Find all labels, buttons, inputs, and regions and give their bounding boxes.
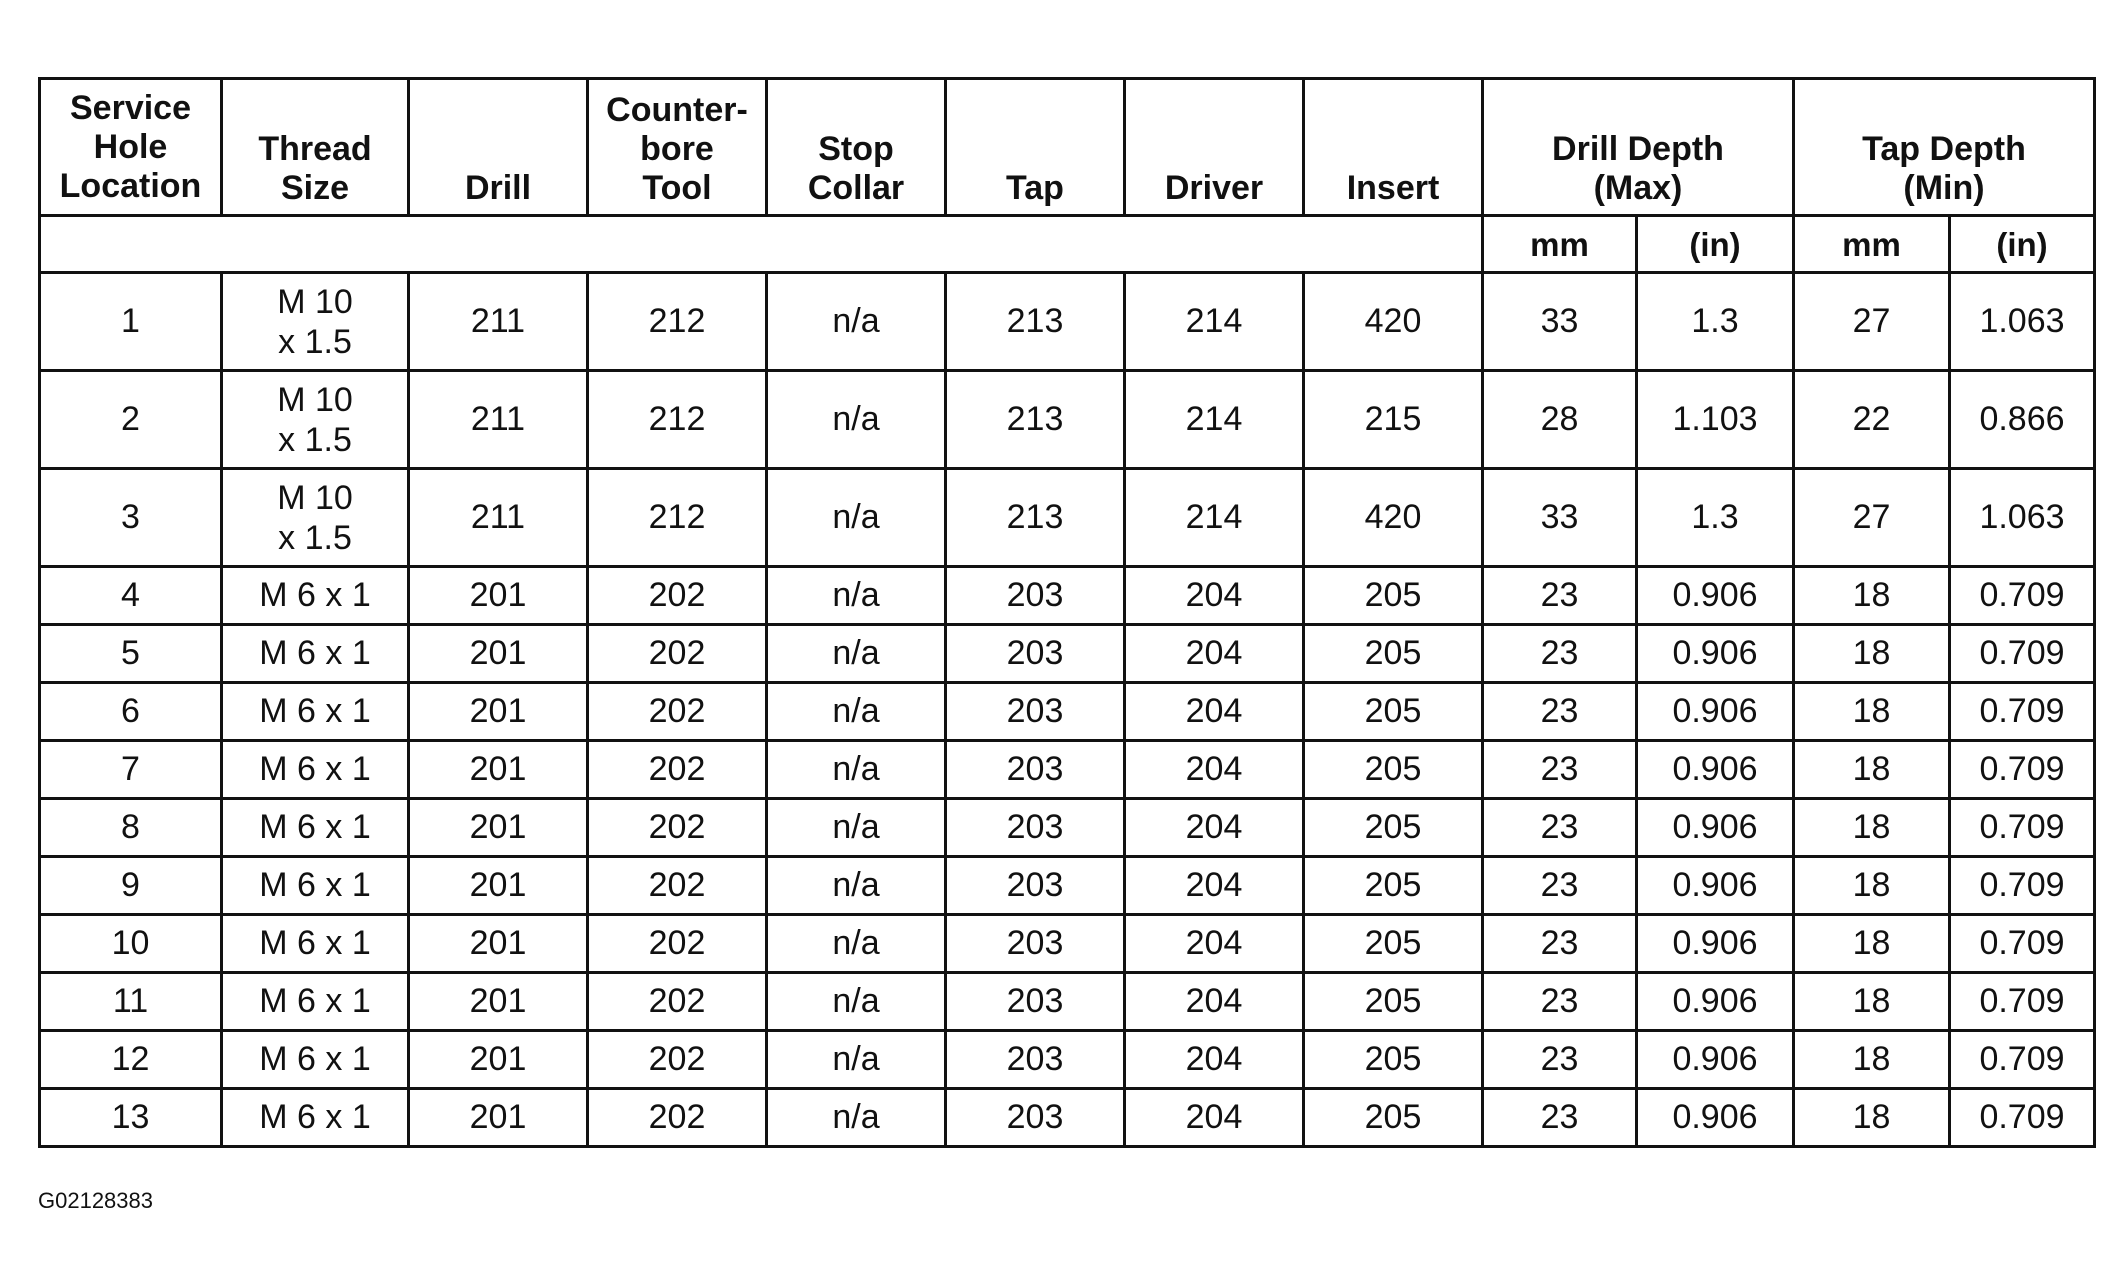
cell-tap: 203 <box>946 857 1125 915</box>
cell-stop-collar: n/a <box>767 973 946 1031</box>
cell-thread-size <box>222 915 409 973</box>
table-row <box>40 857 2095 915</box>
cell-tap-mm: 18 <box>1794 799 1950 857</box>
cell-drill-mm: 23 <box>1483 625 1637 683</box>
cell-stop-collar: n/a <box>767 625 946 683</box>
thread-size-line: M 6 x 1 <box>259 692 371 730</box>
header-row <box>40 79 2095 216</box>
cell-driver: 204 <box>1125 741 1304 799</box>
cell-driver: 214 <box>1125 273 1304 371</box>
cell-location: 13 <box>40 1089 222 1147</box>
cell-tap-in: 1.063 <box>1950 469 2095 567</box>
thread-size-line: x 1.5 <box>278 518 352 557</box>
cell-drill-mm: 23 <box>1483 741 1637 799</box>
cell-thread-size <box>222 683 409 741</box>
cell-tap-in: 0.709 <box>1950 683 2095 741</box>
header-thread-size: Thread Size <box>222 79 409 216</box>
units-row-spacer <box>40 216 1483 273</box>
cell-tap: 203 <box>946 973 1125 1031</box>
cell-thread-size <box>222 469 409 567</box>
cell-drill-in: 0.906 <box>1637 625 1794 683</box>
cell-tap-in: 0.709 <box>1950 1031 2095 1089</box>
cell-tap-mm: 18 <box>1794 857 1950 915</box>
cell-insert: 215 <box>1304 371 1483 469</box>
cell-location: 2 <box>40 371 222 469</box>
cell-insert: 205 <box>1304 973 1483 1031</box>
cell-tap-mm: 18 <box>1794 625 1950 683</box>
cell-driver: 204 <box>1125 1089 1304 1147</box>
cell-drill: 201 <box>409 683 588 741</box>
cell-drill-in: 1.3 <box>1637 273 1794 371</box>
cell-tap: 203 <box>946 915 1125 973</box>
cell-tap: 203 <box>946 625 1125 683</box>
cell-counterbore: 212 <box>588 273 767 371</box>
thread-size-line: M 6 x 1 <box>259 924 371 962</box>
cell-counterbore: 212 <box>588 371 767 469</box>
cell-drill: 201 <box>409 915 588 973</box>
cell-stop-collar: n/a <box>767 799 946 857</box>
cell-stop-collar: n/a <box>767 857 946 915</box>
cell-drill-mm: 23 <box>1483 1089 1637 1147</box>
cell-drill-in: 1.3 <box>1637 469 1794 567</box>
cell-stop-collar: n/a <box>767 469 946 567</box>
cell-tap-in: 0.709 <box>1950 799 2095 857</box>
cell-drill: 201 <box>409 567 588 625</box>
cell-tap: 203 <box>946 567 1125 625</box>
cell-stop-collar: n/a <box>767 371 946 469</box>
cell-stop-collar: n/a <box>767 273 946 371</box>
cell-counterbore: 202 <box>588 1089 767 1147</box>
unit-tap-mm: mm <box>1794 216 1950 273</box>
table-row <box>40 273 2095 371</box>
cell-drill: 211 <box>409 371 588 469</box>
cell-drill: 201 <box>409 1089 588 1147</box>
cell-insert: 205 <box>1304 915 1483 973</box>
cell-tap-mm: 27 <box>1794 469 1950 567</box>
cell-tap-in: 0.709 <box>1950 567 2095 625</box>
cell-drill: 201 <box>409 741 588 799</box>
cell-thread-size <box>222 973 409 1031</box>
cell-tap-in: 0.866 <box>1950 371 2095 469</box>
cell-drill-mm: 23 <box>1483 915 1637 973</box>
thread-size-line: M 6 x 1 <box>259 750 371 788</box>
cell-location: 8 <box>40 799 222 857</box>
header-driver: Driver <box>1125 79 1304 216</box>
cell-drill-in: 0.906 <box>1637 1031 1794 1089</box>
cell-thread-size <box>222 273 409 371</box>
cell-tap-in: 1.063 <box>1950 273 2095 371</box>
header-insert: Insert <box>1304 79 1483 216</box>
cell-location: 6 <box>40 683 222 741</box>
cell-drill-in: 1.103 <box>1637 371 1794 469</box>
cell-drill-in: 0.906 <box>1637 799 1794 857</box>
cell-location: 5 <box>40 625 222 683</box>
table-row <box>40 567 2095 625</box>
cell-tap: 203 <box>946 683 1125 741</box>
cell-driver: 204 <box>1125 1031 1304 1089</box>
cell-location: 3 <box>40 469 222 567</box>
unit-drill-in: (in) <box>1637 216 1794 273</box>
cell-driver: 204 <box>1125 857 1304 915</box>
cell-drill: 201 <box>409 1031 588 1089</box>
thread-size-line: M 6 x 1 <box>259 634 371 672</box>
cell-tap-mm: 18 <box>1794 683 1950 741</box>
cell-thread-size <box>222 625 409 683</box>
header-drill-depth: Drill Depth (Max) <box>1483 79 1794 216</box>
cell-insert: 420 <box>1304 469 1483 567</box>
cell-driver: 204 <box>1125 683 1304 741</box>
cell-tap: 203 <box>946 1089 1125 1147</box>
cell-stop-collar: n/a <box>767 1089 946 1147</box>
cell-tap-mm: 22 <box>1794 371 1950 469</box>
thread-size-line: x 1.5 <box>278 420 352 459</box>
cell-counterbore: 202 <box>588 857 767 915</box>
header-tap: Tap <box>946 79 1125 216</box>
cell-insert: 205 <box>1304 1031 1483 1089</box>
cell-tap: 203 <box>946 799 1125 857</box>
thread-size-line: M 6 x 1 <box>259 576 371 614</box>
cell-tap-in: 0.709 <box>1950 973 2095 1031</box>
thread-size-line: M 6 x 1 <box>259 808 371 846</box>
thread-size-line: M 10 <box>277 478 353 517</box>
table-row <box>40 799 2095 857</box>
cell-location: 7 <box>40 741 222 799</box>
cell-driver: 214 <box>1125 469 1304 567</box>
cell-insert: 205 <box>1304 1089 1483 1147</box>
cell-counterbore: 212 <box>588 469 767 567</box>
cell-drill-in: 0.906 <box>1637 973 1794 1031</box>
cell-driver: 204 <box>1125 973 1304 1031</box>
cell-location: 11 <box>40 973 222 1031</box>
service-tool-table-wrapper <box>38 77 2093 1148</box>
thread-size-line: M 6 x 1 <box>259 866 371 904</box>
cell-thread-size <box>222 1089 409 1147</box>
table-row <box>40 683 2095 741</box>
cell-drill-in: 0.906 <box>1637 915 1794 973</box>
table-row <box>40 1031 2095 1089</box>
cell-drill: 211 <box>409 469 588 567</box>
cell-insert: 205 <box>1304 857 1483 915</box>
cell-location: 9 <box>40 857 222 915</box>
cell-location: 10 <box>40 915 222 973</box>
cell-tap: 203 <box>946 1031 1125 1089</box>
header-drill: Drill <box>409 79 588 216</box>
cell-tap-in: 0.709 <box>1950 625 2095 683</box>
cell-drill-in: 0.906 <box>1637 683 1794 741</box>
cell-stop-collar: n/a <box>767 567 946 625</box>
cell-drill: 201 <box>409 625 588 683</box>
cell-drill-in: 0.906 <box>1637 741 1794 799</box>
cell-driver: 204 <box>1125 799 1304 857</box>
table-row <box>40 1089 2095 1147</box>
cell-tap-mm: 18 <box>1794 741 1950 799</box>
cell-tap-mm: 18 <box>1794 915 1950 973</box>
thread-size-line: M 10 <box>277 282 353 321</box>
cell-drill-in: 0.906 <box>1637 567 1794 625</box>
cell-insert: 205 <box>1304 799 1483 857</box>
header-tap-depth: Tap Depth (Min) <box>1794 79 2095 216</box>
cell-stop-collar: n/a <box>767 1031 946 1089</box>
cell-drill-mm: 28 <box>1483 371 1637 469</box>
unit-tap-in: (in) <box>1950 216 2095 273</box>
cell-counterbore: 202 <box>588 567 767 625</box>
table-body <box>40 273 2095 1147</box>
cell-driver: 214 <box>1125 371 1304 469</box>
table-row <box>40 371 2095 469</box>
cell-tap-in: 0.709 <box>1950 857 2095 915</box>
cell-drill-mm: 23 <box>1483 857 1637 915</box>
cell-insert: 420 <box>1304 273 1483 371</box>
cell-insert: 205 <box>1304 567 1483 625</box>
header-service-hole-location: Service Hole Location <box>40 79 222 216</box>
cell-stop-collar: n/a <box>767 915 946 973</box>
cell-counterbore: 202 <box>588 799 767 857</box>
cell-insert: 205 <box>1304 625 1483 683</box>
thread-size-line: x 1.5 <box>278 322 352 361</box>
cell-drill-mm: 23 <box>1483 799 1637 857</box>
table-row <box>40 625 2095 683</box>
cell-insert: 205 <box>1304 741 1483 799</box>
cell-location: 1 <box>40 273 222 371</box>
figure-id: G02128383 <box>38 1188 153 1213</box>
cell-drill-mm: 23 <box>1483 1031 1637 1089</box>
cell-tap-mm: 27 <box>1794 273 1950 371</box>
cell-counterbore: 202 <box>588 915 767 973</box>
cell-tap-in: 0.709 <box>1950 915 2095 973</box>
cell-driver: 204 <box>1125 915 1304 973</box>
cell-drill: 201 <box>409 973 588 1031</box>
table-row <box>40 915 2095 973</box>
cell-tap-mm: 18 <box>1794 973 1950 1031</box>
cell-drill-mm: 23 <box>1483 683 1637 741</box>
cell-drill-in: 0.906 <box>1637 857 1794 915</box>
cell-tap-mm: 18 <box>1794 1031 1950 1089</box>
cell-counterbore: 202 <box>588 625 767 683</box>
cell-tap: 213 <box>946 371 1125 469</box>
cell-location: 4 <box>40 567 222 625</box>
cell-drill-mm: 23 <box>1483 973 1637 1031</box>
cell-tap-in: 0.709 <box>1950 1089 2095 1147</box>
cell-tap: 203 <box>946 741 1125 799</box>
units-row <box>40 216 2095 273</box>
cell-thread-size <box>222 1031 409 1089</box>
table-row <box>40 469 2095 567</box>
thread-size-line: M 10 <box>277 380 353 419</box>
cell-insert: 205 <box>1304 683 1483 741</box>
thread-size-line: M 6 x 1 <box>259 982 371 1020</box>
cell-drill: 201 <box>409 857 588 915</box>
service-tool-table <box>38 77 2096 1148</box>
table-row <box>40 741 2095 799</box>
cell-stop-collar: n/a <box>767 741 946 799</box>
table-row <box>40 973 2095 1031</box>
cell-counterbore: 202 <box>588 741 767 799</box>
thread-size-line: M 6 x 1 <box>259 1040 371 1078</box>
thread-size-line: M 6 x 1 <box>259 1098 371 1136</box>
header-counterbore-tool: Counter- bore Tool <box>588 79 767 216</box>
cell-thread-size <box>222 371 409 469</box>
cell-drill-mm: 33 <box>1483 273 1637 371</box>
cell-thread-size <box>222 857 409 915</box>
cell-tap-mm: 18 <box>1794 1089 1950 1147</box>
cell-thread-size <box>222 741 409 799</box>
unit-drill-mm: mm <box>1483 216 1637 273</box>
cell-thread-size <box>222 799 409 857</box>
cell-location: 12 <box>40 1031 222 1089</box>
cell-thread-size <box>222 567 409 625</box>
cell-tap-in: 0.709 <box>1950 741 2095 799</box>
cell-tap: 213 <box>946 469 1125 567</box>
cell-tap: 213 <box>946 273 1125 371</box>
cell-drill: 211 <box>409 273 588 371</box>
cell-counterbore: 202 <box>588 973 767 1031</box>
cell-drill-in: 0.906 <box>1637 1089 1794 1147</box>
cell-drill: 201 <box>409 799 588 857</box>
cell-counterbore: 202 <box>588 683 767 741</box>
cell-stop-collar: n/a <box>767 683 946 741</box>
cell-counterbore: 202 <box>588 1031 767 1089</box>
cell-tap-mm: 18 <box>1794 567 1950 625</box>
cell-driver: 204 <box>1125 625 1304 683</box>
cell-drill-mm: 23 <box>1483 567 1637 625</box>
cell-driver: 204 <box>1125 567 1304 625</box>
cell-drill-mm: 33 <box>1483 469 1637 567</box>
header-stop-collar: Stop Collar <box>767 79 946 216</box>
